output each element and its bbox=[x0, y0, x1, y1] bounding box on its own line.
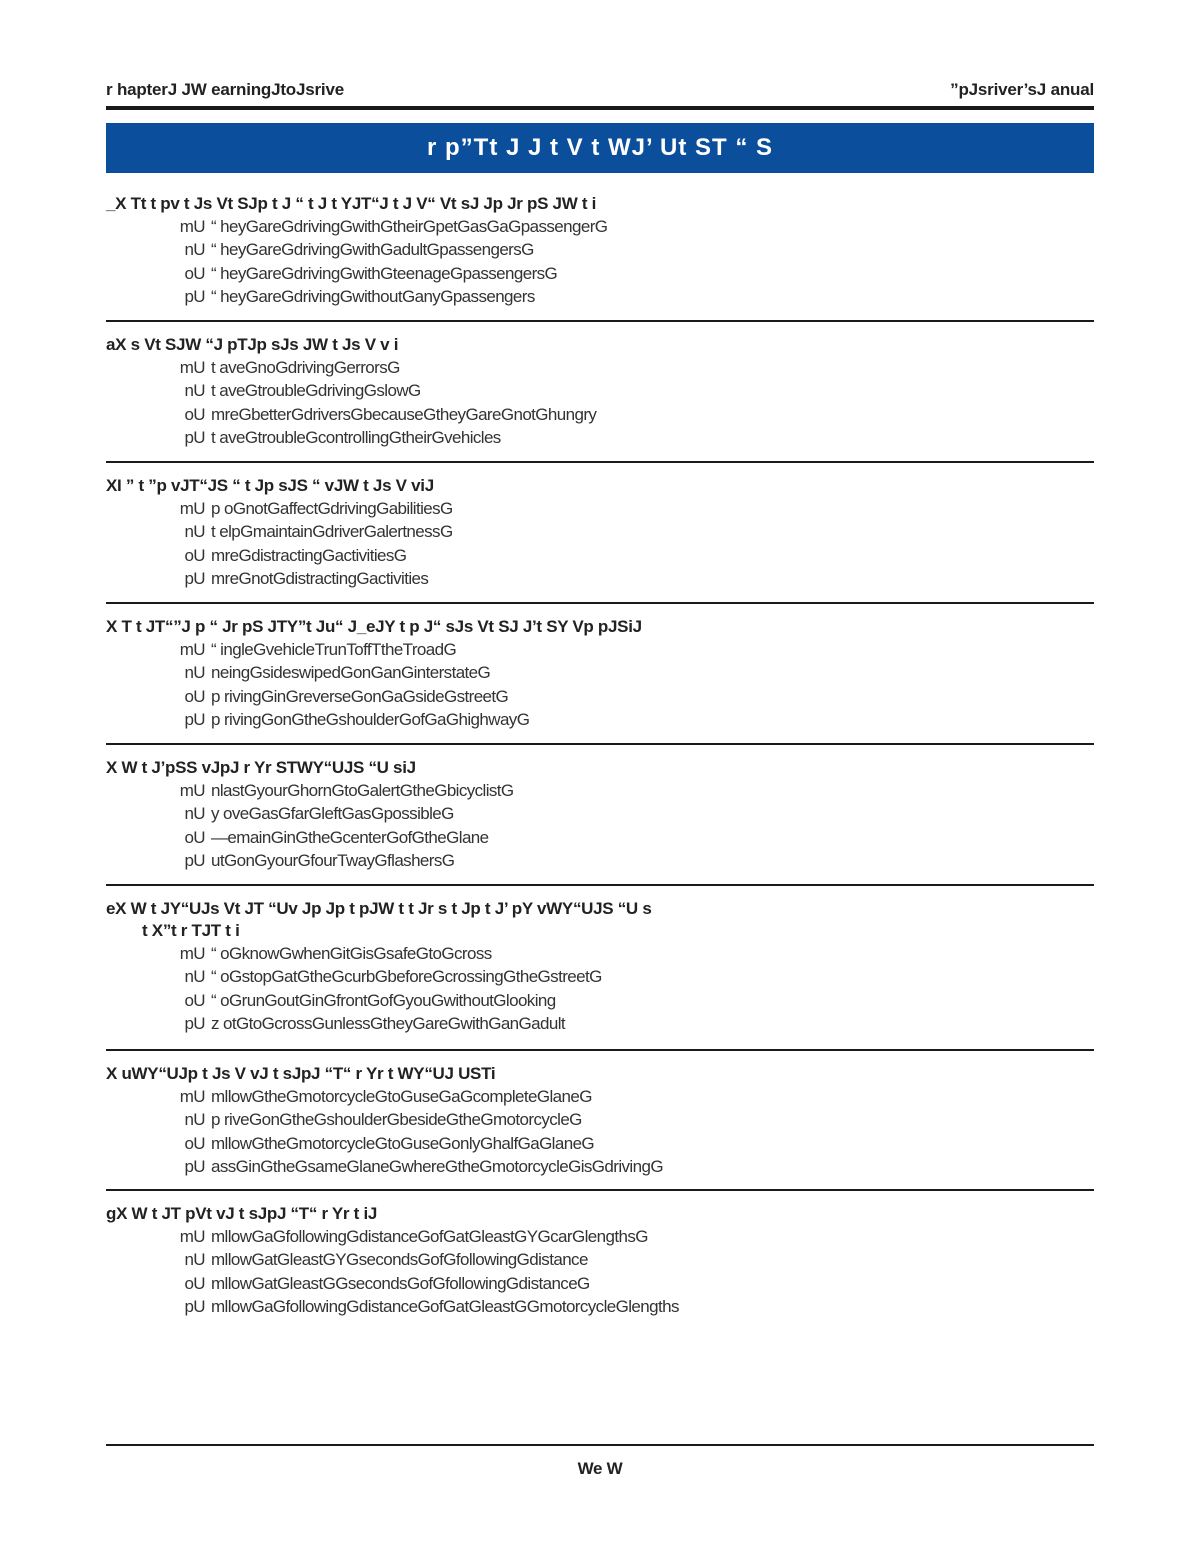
answer-option bbox=[106, 497, 1094, 520]
option-text: mreGbetterGdriversGbecauseGtheyGareGnotGhungry bbox=[211, 404, 597, 424]
question-divider bbox=[106, 884, 1094, 886]
option-letter: oU bbox=[184, 827, 205, 847]
question-divider bbox=[106, 743, 1094, 745]
answer-option bbox=[106, 1155, 1094, 1178]
answer-option bbox=[106, 1272, 1094, 1295]
option-letter: mU bbox=[179, 499, 205, 518]
option-text: p rivingGinGreverseGonGaGsideGstreetG bbox=[211, 686, 509, 706]
question-6 bbox=[106, 898, 1094, 1035]
option-letter: pU bbox=[184, 1156, 205, 1176]
option-text: “ oGknowGwhenGitGisGsafeGtoGcross bbox=[211, 944, 492, 963]
option-letter: nU bbox=[184, 1110, 205, 1130]
option-letter: oU bbox=[184, 990, 205, 1010]
question-stem: gX W t JT pVt vJ t sJpJ “T“ r Yr t iJ bbox=[106, 1204, 378, 1223]
question-divider bbox=[106, 1049, 1094, 1051]
question-stem: _X Tt t pv t Js Vt SJp t J “ t J t YJT“J t J V“ Vt sJ Jp Jr pS JW t i bbox=[106, 194, 597, 213]
answer-option bbox=[106, 1085, 1094, 1108]
answer-option bbox=[106, 849, 1094, 872]
answer-option bbox=[106, 238, 1094, 261]
option-text: mllowGaGfollowingGdistanceGofGatGleastGGmotorcycleGlengths bbox=[211, 1296, 679, 1316]
option-letter: mU bbox=[179, 358, 205, 377]
option-text: t elpGmaintainGdriverGalertnessG bbox=[211, 522, 453, 542]
option-letter: nU bbox=[184, 381, 205, 401]
answer-option bbox=[106, 426, 1094, 449]
option-text: “ oGstopGatGtheGcurbGbeforeGcrossingGtheGstreetG bbox=[211, 967, 602, 987]
answer-option bbox=[106, 215, 1094, 238]
answer-option bbox=[106, 520, 1094, 543]
option-text: p oGnotGaffectGdrivingGabilitiesG bbox=[211, 499, 453, 518]
question-4 bbox=[106, 616, 1094, 731]
option-text: t aveGnoGdrivingGerrorsG bbox=[211, 358, 400, 377]
option-text: mllowGtheGmotorcycleGtoGuseGaGcompleteGlaneG bbox=[211, 1087, 592, 1106]
option-letter: nU bbox=[184, 967, 205, 987]
option-text: p rivingGonGtheGshoulderGofGaGhighwayG bbox=[211, 709, 530, 729]
answer-option bbox=[106, 942, 1094, 965]
answer-option bbox=[106, 826, 1094, 849]
option-letter: mU bbox=[179, 1227, 205, 1246]
question-1 bbox=[106, 193, 1094, 308]
option-text: t aveGtroubleGdrivingGslowG bbox=[211, 381, 421, 401]
option-letter: pU bbox=[184, 286, 205, 306]
option-text: mreGnotGdistractingGactivities bbox=[211, 568, 429, 588]
answer-option bbox=[106, 544, 1094, 567]
option-letter: mU bbox=[179, 217, 205, 236]
answer-option bbox=[106, 779, 1094, 802]
footer-divider bbox=[106, 1444, 1094, 1446]
option-letter: nU bbox=[184, 522, 205, 542]
answer-option bbox=[106, 1248, 1094, 1271]
option-text: “ heyGareGdrivingGwithGtheirGpetGasGaGpassengerG bbox=[211, 217, 608, 236]
option-text: mreGdistractingGactivitiesG bbox=[211, 545, 407, 565]
answer-option bbox=[106, 262, 1094, 285]
question-stem: aX s Vt SJW “J pTJp sJs JW t Js V v i bbox=[106, 335, 399, 354]
option-text: mllowGtheGmotorcycleGtoGuseGonlyGhalfGaGlaneG bbox=[211, 1133, 595, 1153]
page-header bbox=[106, 80, 1094, 110]
answer-option bbox=[106, 638, 1094, 661]
option-letter: oU bbox=[184, 545, 205, 565]
chapter-title: r hapterJ JW earningJtoJsrive bbox=[106, 80, 344, 99]
answer-option bbox=[106, 965, 1094, 988]
option-letter: pU bbox=[184, 850, 205, 870]
option-letter: oU bbox=[184, 1273, 205, 1293]
answer-option bbox=[106, 708, 1094, 731]
answer-option bbox=[106, 1132, 1094, 1155]
option-letter: nU bbox=[184, 240, 205, 260]
option-text: “ heyGareGdrivingGwithoutGanyGpassengers bbox=[211, 286, 535, 306]
answer-option bbox=[106, 1108, 1094, 1131]
option-text: t aveGtroubleGcontrollingGtheirGvehicles bbox=[211, 427, 501, 447]
answer-option bbox=[106, 1225, 1094, 1248]
answer-option bbox=[106, 356, 1094, 379]
option-letter: pU bbox=[184, 1296, 205, 1316]
option-text: “ oGrunGoutGinGfrontGofGyouGwithoutGlooking bbox=[211, 990, 556, 1010]
option-text: “ heyGareGdrivingGwithGadultGpassengersG bbox=[211, 240, 534, 260]
question-divider bbox=[106, 602, 1094, 604]
question-8 bbox=[106, 1203, 1094, 1318]
option-letter: oU bbox=[184, 404, 205, 424]
answer-option bbox=[106, 285, 1094, 308]
question-7 bbox=[106, 1063, 1094, 1178]
answer-option bbox=[106, 567, 1094, 590]
question-stem: X uWY“UJp t Js V vJ t sJpJ “T“ r Yr t WY“UJ USTi bbox=[106, 1064, 496, 1083]
question-5 bbox=[106, 757, 1094, 872]
question-divider bbox=[106, 461, 1094, 463]
answer-option bbox=[106, 989, 1094, 1012]
option-letter: pU bbox=[184, 568, 205, 588]
option-letter: pU bbox=[184, 709, 205, 729]
question-stem: X T t JT“”J p “ Jr pS JTY”t Ju“ J_eJY t p J“ sJs Vt SJ J’t SY Vp pJSiJ bbox=[106, 617, 642, 636]
answer-option bbox=[106, 1012, 1094, 1035]
option-text: mllowGaGfollowingGdistanceGofGatGleastGYGcarGlengthsG bbox=[211, 1227, 648, 1246]
option-letter: nU bbox=[184, 663, 205, 683]
question-divider bbox=[106, 1189, 1094, 1191]
option-text: z otGtoGcrossGunlessGtheyGareGwithGanGadult bbox=[211, 1013, 566, 1033]
option-text: mllowGatGleastGYGsecondsGofGfollowingGdistance bbox=[211, 1250, 588, 1270]
manual-title: ”pJsriver’sJ anual bbox=[950, 80, 1094, 99]
option-letter: oU bbox=[184, 263, 205, 283]
option-text: y oveGasGfarGleftGasGpossibleG bbox=[211, 804, 454, 824]
option-text: assGinGtheGsameGlaneGwhereGtheGmotorcycleGisGdrivingG bbox=[211, 1156, 663, 1176]
question-2 bbox=[106, 334, 1094, 449]
option-text: neingGsideswipedGonGanGinterstateG bbox=[211, 663, 491, 683]
option-text: p riveGonGtheGshoulderGbesideGtheGmotorcycleG bbox=[211, 1110, 582, 1130]
option-letter: mU bbox=[179, 781, 205, 800]
option-letter: pU bbox=[184, 427, 205, 447]
answer-option bbox=[106, 802, 1094, 825]
option-letter: nU bbox=[184, 804, 205, 824]
question-stem: XI ” t ”p vJT“JS “ t Jp sJS “ vJW t Js V viJ bbox=[106, 476, 434, 495]
option-letter: pU bbox=[184, 1013, 205, 1033]
option-letter: mU bbox=[179, 944, 205, 963]
answer-option bbox=[106, 379, 1094, 402]
option-text: nlastGyourGhornGtoGalertGtheGbicyclistG bbox=[211, 781, 514, 800]
option-letter: oU bbox=[184, 686, 205, 706]
page-number: We W bbox=[577, 1459, 623, 1478]
question-stem: eX W t JY“UJs Vt JT “Uv Jp Jp t pJW t t Jr s t Jp t J’ pY vWY“UJS “U s t X”t r TJT t i bbox=[106, 899, 652, 940]
answer-option bbox=[106, 403, 1094, 426]
option-letter: mU bbox=[179, 1087, 205, 1106]
option-letter: mU bbox=[179, 640, 205, 659]
question-divider bbox=[106, 320, 1094, 322]
option-text: “ heyGareGdrivingGwithGteenageGpassengersG bbox=[211, 263, 558, 283]
option-letter: nU bbox=[184, 1250, 205, 1270]
question-stem: X W t J’pSS vJpJ r Yr STWY“UJS “U siJ bbox=[106, 758, 416, 777]
answer-option bbox=[106, 661, 1094, 684]
option-text: mllowGatGleastGGsecondsGofGfollowingGdistanceG bbox=[211, 1273, 590, 1293]
option-text: utGonGyourGfourTwayGflashersG bbox=[211, 850, 455, 870]
option-letter: oU bbox=[184, 1133, 205, 1153]
section-banner: r p”Tt J J t V t WJ’ Ut ST “ S bbox=[106, 123, 1094, 173]
option-text: “ ingleGvehicleTrunToffTtheTroadG bbox=[211, 640, 457, 659]
option-text: —emainGinGtheGcenterGofGtheGlane bbox=[211, 827, 489, 847]
answer-option bbox=[106, 685, 1094, 708]
question-3 bbox=[106, 475, 1094, 590]
answer-option bbox=[106, 1295, 1094, 1318]
